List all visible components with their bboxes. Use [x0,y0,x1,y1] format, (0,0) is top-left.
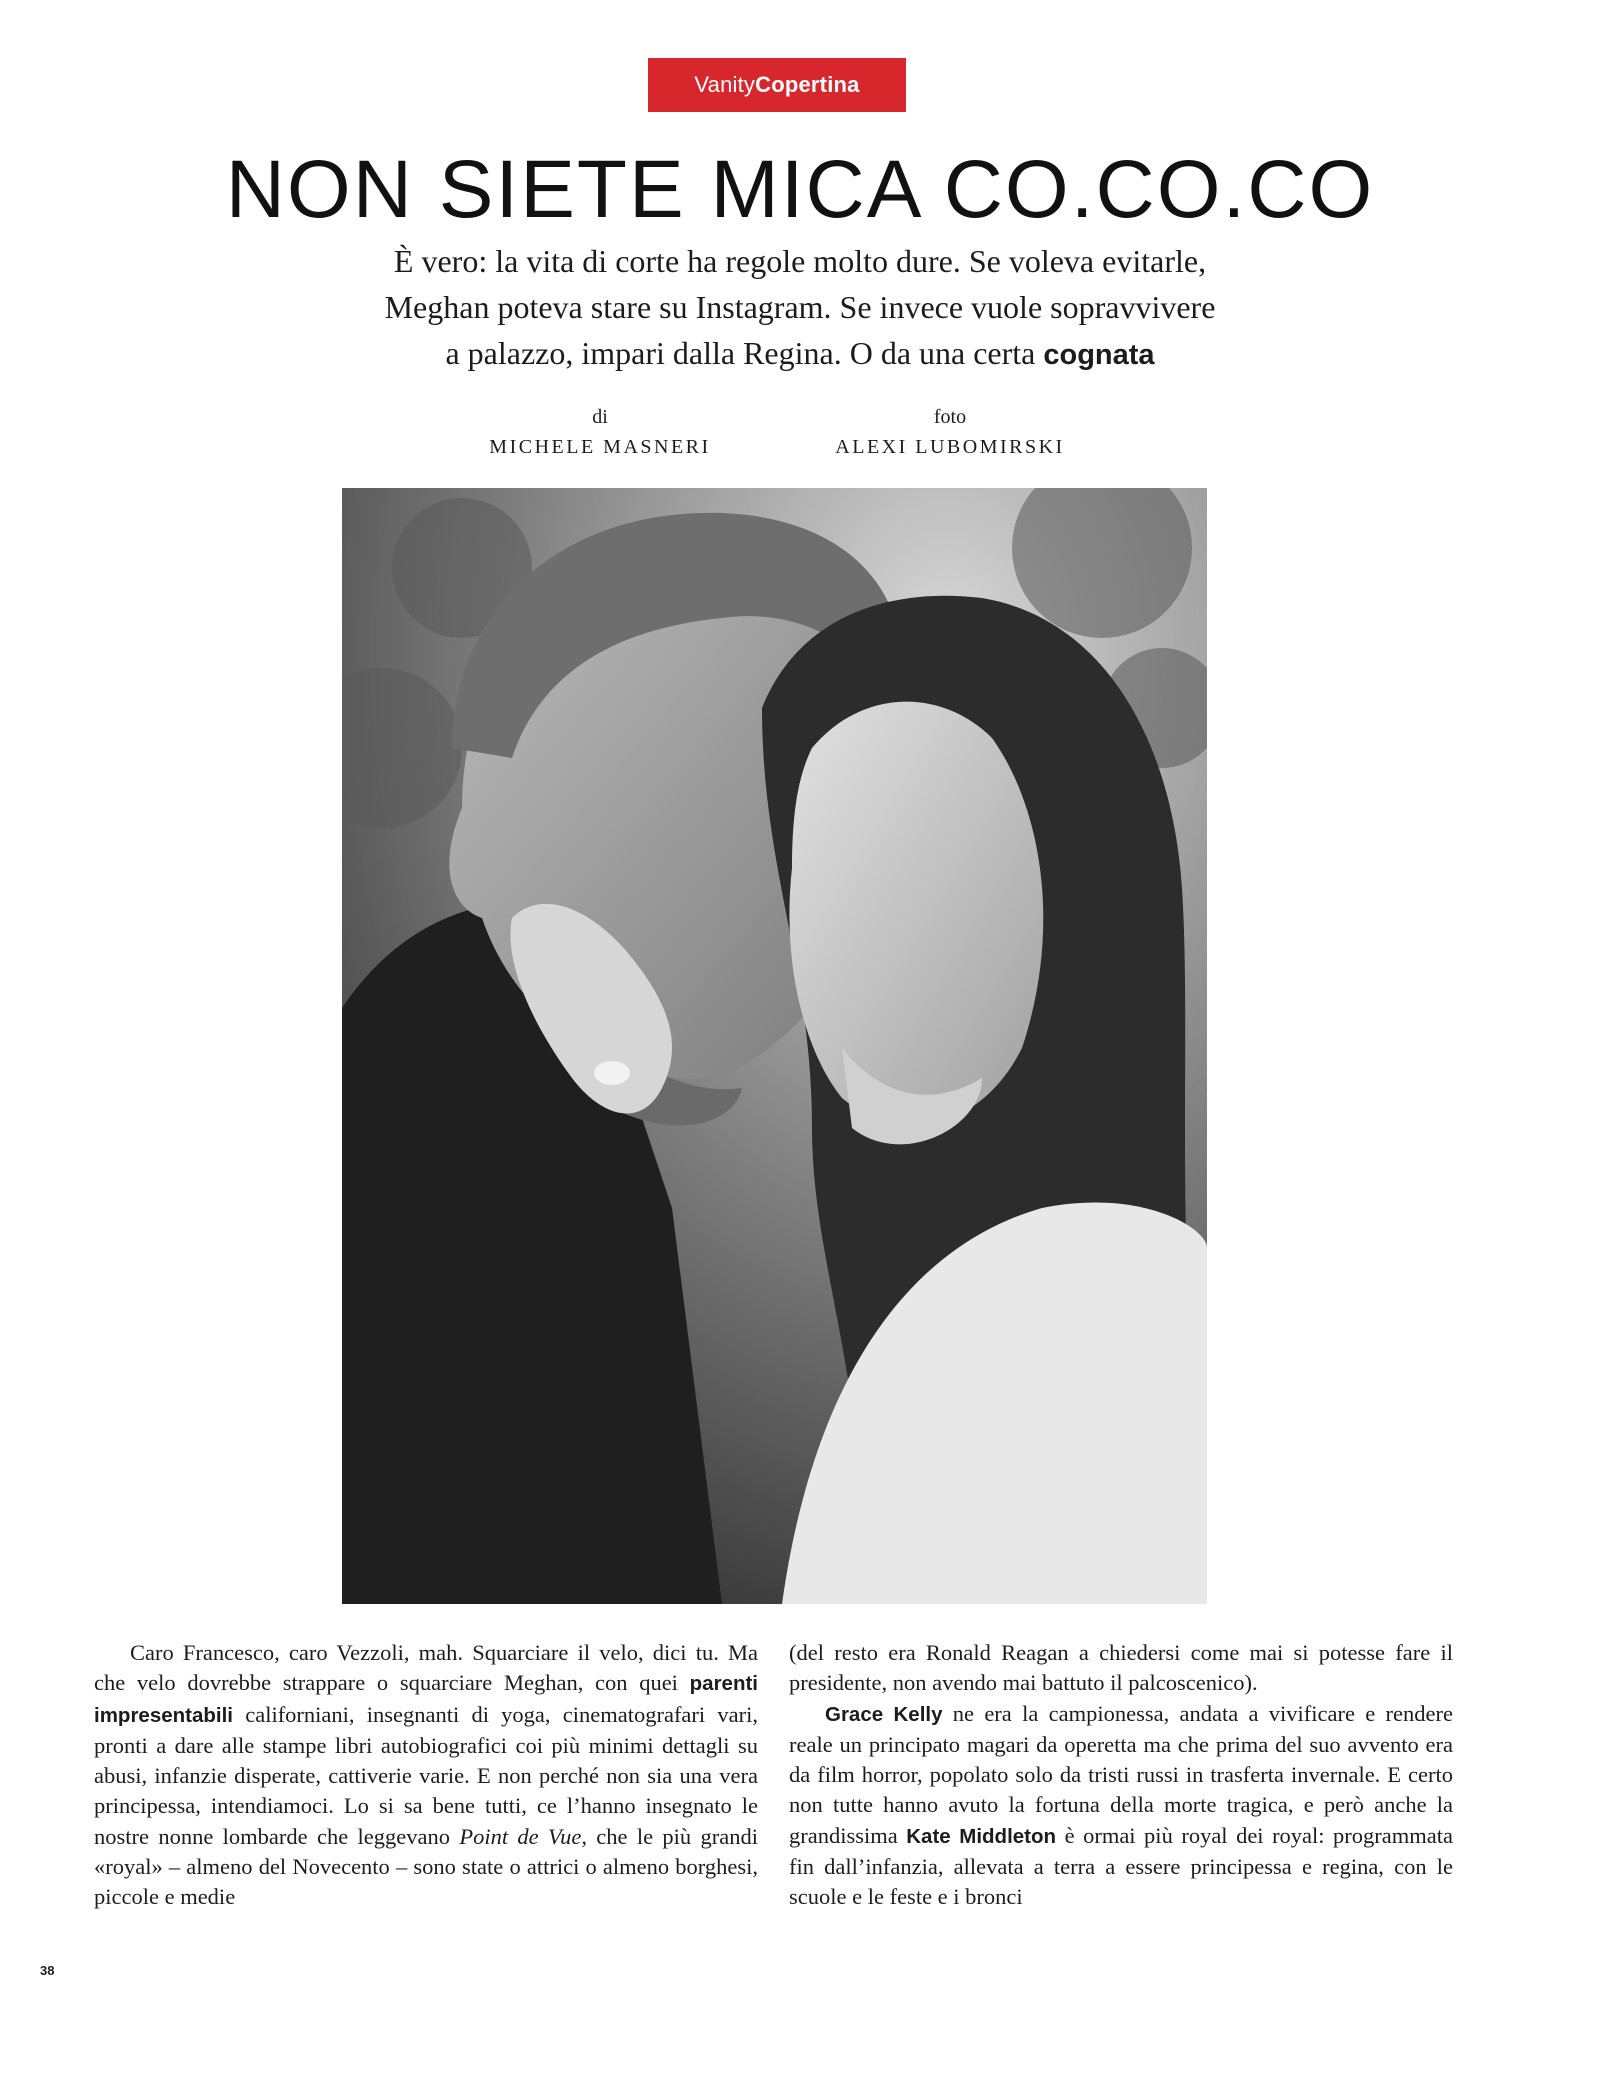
cover-photo [342,488,1207,1604]
section-kicker [648,58,906,112]
kicker-vanity: Vanity [694,72,756,97]
dek-line-3 [200,330,1400,378]
dek-line-3-text: a palazzo, impari dalla Regina. O da una certa [445,335,1044,371]
left-text-2: californiani, insegnanti di yoga, cinematografari vari, pronti a dare alle stampe libri autobiografici coi più minimi dettagli su abusi, infanzie disperate, cattiverie varie. E non perché non sia una vera principessa, intendiamoci. Lo si sa bene tutti, ce l’hanno insegnato le nostre nonne lombarde che leggevano [94,1701,758,1849]
right-paragraph-1: (del resto era Ronald Reagan a chiedersi come mai si potesse fare il presidente, non avendo mai battuto il palcoscenico). [789,1640,1453,1696]
dek-line-2: Meghan poteva stare su Instagram. Se invece vuole sopravvivere [384,289,1216,325]
left-text-1: Caro Francesco, caro Vezzoli, mah. Squarciare il velo, dici tu. Ma che velo dovrebbe strappare o squarciare Meghan, con quei [94,1640,758,1696]
photo-credit [800,402,1100,462]
page-number: 38 [40,1963,55,1978]
author-role: di [592,406,608,428]
left-italic-1: Point de Vue [459,1823,582,1849]
kicker-copertina: Copertina [755,72,860,97]
dek-highlight: cognata [1043,339,1155,371]
author-name: MICHELE MASNERI [489,436,711,458]
photographer-name: ALEXI LUBOMIRSKI [835,436,1065,458]
author-credit [460,402,740,462]
body-column-right [789,1638,1453,1913]
right-text-1: ne era la campionessa, andata a vivificare e rendere reale un principato magari da operetta ma che prima del suo avvento era da film horror, popolato solo da tristi russi in trasferta invernale. E certo non tutte hanno avuto la fortuna della morte tragica, e però anche la grandissima [789,1700,1453,1848]
cover-photo-illustration [342,488,1207,1604]
body-column-left [94,1638,758,1913]
right-paragraph-2 [789,1699,1453,1913]
right-bold-2: Kate Middleton [906,1824,1057,1848]
photo-role: foto [933,406,967,428]
right-text-2: è ormai più royal dei royal: programmata fin dall’infanzia, allevata a terra a essere principessa e regina, con le scuole e le feste e i bronci [789,1822,1454,1910]
left-bold-1: parenti impresentabili [94,1672,758,1727]
right-bold-1: Grace Kelly [825,1702,943,1726]
dek-line-1: È vero: la vita di corte ha regole molto dure. Se voleva evitarle, [393,243,1207,279]
left-paragraph [94,1638,758,1913]
article-dek [200,238,1400,378]
left-text-3: , che le più grandi «royal» – almeno del Novecento – sono state o attrici o almeno borghesi, piccole e medie [94,1823,758,1910]
article-title: NON SIETE MICA CO.CO.CO [225,144,1375,235]
